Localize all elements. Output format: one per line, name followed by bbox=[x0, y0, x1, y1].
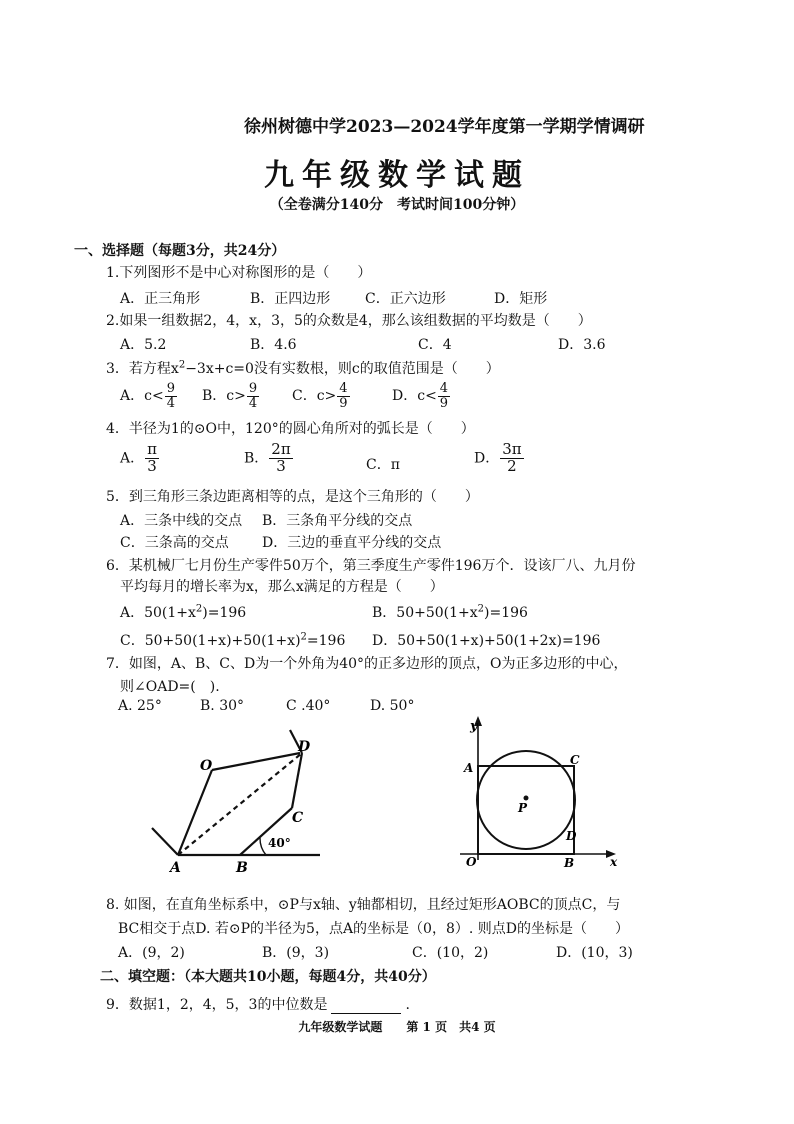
q8-option-d: D．(10，3) bbox=[556, 945, 633, 961]
q8-stem-line1: 8. 如图，在直角坐标系中，⊙P与x轴、y轴都相切，且经过矩形AOBC的顶点C，与 bbox=[106, 897, 621, 913]
q4-option-c: C．π bbox=[366, 457, 400, 473]
q5-option-b: B．三条角平分线的交点 bbox=[262, 513, 413, 529]
q1-option-b: B．正四边形 bbox=[250, 291, 331, 307]
label-b: B bbox=[236, 860, 248, 876]
exam-subtitle: （全卷满分140分 考试时间100分钟） bbox=[269, 197, 525, 213]
q5-option-a: A．三条中线的交点 bbox=[120, 513, 243, 529]
q2-option-d: D．3.6 bbox=[558, 337, 606, 353]
figure-q7-polygon bbox=[140, 720, 340, 880]
label-a: A bbox=[464, 761, 474, 775]
label-a: A bbox=[170, 860, 181, 876]
label-c: C bbox=[570, 753, 580, 767]
q1-option-a: A．正三角形 bbox=[120, 291, 201, 307]
segment-od bbox=[212, 753, 300, 770]
section1-heading: 一、选择题（每题3分，共24分） bbox=[74, 243, 286, 259]
center-point-p bbox=[524, 796, 529, 801]
page-footer: 九年级数学试题 第 1 页 共4 页 bbox=[298, 1020, 496, 1034]
label-o: O bbox=[466, 855, 477, 869]
q4-option-a: A． $\frac{\pi}{3}$ bbox=[120, 440, 157, 475]
q2-option-b: B．4.6 bbox=[250, 337, 297, 353]
q3-option-a: A．c< $\frac{9}{4}$ bbox=[120, 381, 175, 411]
label-p: P bbox=[518, 801, 528, 815]
fraction: $\frac{9}{4}$ bbox=[166, 381, 175, 411]
q5-stem: 5．到三角形三条边距离相等的点，是这个三角形的（ ） bbox=[106, 489, 479, 505]
figure-q8-circle bbox=[450, 712, 630, 872]
fraction: $\frac{\pi}{3}$ bbox=[147, 440, 157, 475]
q8-option-b: B．(9，3) bbox=[262, 945, 330, 961]
label-b: B bbox=[564, 856, 575, 870]
q8-option-c: C．(10，2) bbox=[412, 945, 489, 961]
answer-blank bbox=[331, 999, 401, 1014]
fraction: $\frac{2\pi}{3}$ bbox=[271, 440, 291, 475]
q3-option-c: C．c> $\frac{4}{9}$ bbox=[292, 381, 348, 411]
q3-option-b: B．c> $\frac{9}{4}$ bbox=[202, 381, 258, 411]
label-c: C bbox=[292, 810, 304, 826]
q1-option-d: D．矩形 bbox=[494, 291, 548, 307]
label-y: y bbox=[470, 719, 478, 734]
q6-stem-line2: 平均每月的增长率为x，那么x满足的方程是（ ） bbox=[120, 579, 444, 595]
q6-option-a: A．$50(1+x^2)=196$ bbox=[120, 603, 247, 621]
fraction: $\frac{4}{9}$ bbox=[339, 381, 348, 411]
q6-stem-line1: 6．某机械厂七月份生产零件50万个，第三季度生产零件196万个．设该厂八、九月份 bbox=[106, 558, 636, 574]
q7-option-d: D. 50° bbox=[370, 698, 415, 714]
fraction: $\frac{3\pi}{2}$ bbox=[502, 440, 522, 475]
q8-option-a: A．(9，2) bbox=[118, 945, 185, 961]
q6-option-b: B．$50+50(1+x^2)=196$ bbox=[372, 603, 528, 621]
q4-stem: 4．半径为1的⊙O中，120°的圆心角所对的弧长是（ ） bbox=[106, 421, 475, 437]
label-o: O bbox=[200, 758, 213, 774]
q2-stem: 2.如果一组数据2，4，x，3，5的众数是4，那么该组数据的平均数是（ ） bbox=[106, 313, 592, 329]
angle-arc bbox=[260, 838, 266, 855]
q7-stem-line2: 则∠OAD=( ). bbox=[120, 679, 220, 695]
q6-option-d: D．50+50(1+x)+50(1+2x)=196 bbox=[372, 633, 601, 649]
q7-stem-line1: 7．如图，A、B、C、D为一个外角为40°的正多边形的顶点，O为正多边形的中心， bbox=[106, 656, 628, 672]
section2-heading: 二、填空题：（本大题共10小题，每题4分，共40分） bbox=[100, 969, 436, 985]
exam-title: 九年级数学试题 bbox=[264, 158, 530, 193]
polygon-edge-extension bbox=[152, 828, 178, 855]
q5-option-d: D．三边的垂直平分线的交点 bbox=[262, 535, 442, 551]
q3-stem: 3．若方程$x^2-3x+c=0$没有实数根，则c的取值范围是（ ） bbox=[106, 359, 500, 377]
q4-option-b: B． $\frac{2\pi}{3}$ bbox=[244, 440, 291, 475]
q8-stem-line2: BC相交于点D. 若⊙P的半径为5，点A的坐标是（0，8）. 则点D的坐标是（ ） bbox=[118, 921, 629, 937]
fraction: $\frac{4}{9}$ bbox=[439, 381, 449, 411]
school-name: 徐州树德中学2023—2024学年度第一学期学情调研 bbox=[244, 117, 645, 137]
q4-option-d: D． $\frac{3\pi}{2}$ bbox=[474, 440, 522, 475]
q3-option-d: D．c< $\frac{4}{9}$ bbox=[392, 381, 449, 411]
label-x: x bbox=[610, 855, 618, 869]
label-d: D bbox=[566, 829, 577, 843]
q1-option-c: C．正六边形 bbox=[365, 291, 446, 307]
q7-option-b: B. 30° bbox=[200, 698, 245, 714]
label-d: D bbox=[298, 739, 311, 755]
q9-stem: 9．数据1，2，4，5，3的中位数是 . bbox=[106, 997, 410, 1013]
q6-option-c: C．$50+50(1+x)+50(1+x)^2=196$ bbox=[120, 631, 346, 649]
q5-option-c: C．三条高的交点 bbox=[120, 535, 229, 551]
q7-option-c: C .40° bbox=[286, 698, 331, 714]
label-angle-40: 40° bbox=[268, 836, 291, 850]
q1-stem: 1.下列图形不是中心对称图形的是（ ） bbox=[106, 265, 372, 281]
fraction: $\frac{9}{4}$ bbox=[248, 381, 258, 411]
q2-option-c: C．4 bbox=[418, 337, 452, 353]
q2-option-a: A．5.2 bbox=[120, 337, 167, 353]
q7-option-a: A. 25° bbox=[118, 698, 162, 714]
